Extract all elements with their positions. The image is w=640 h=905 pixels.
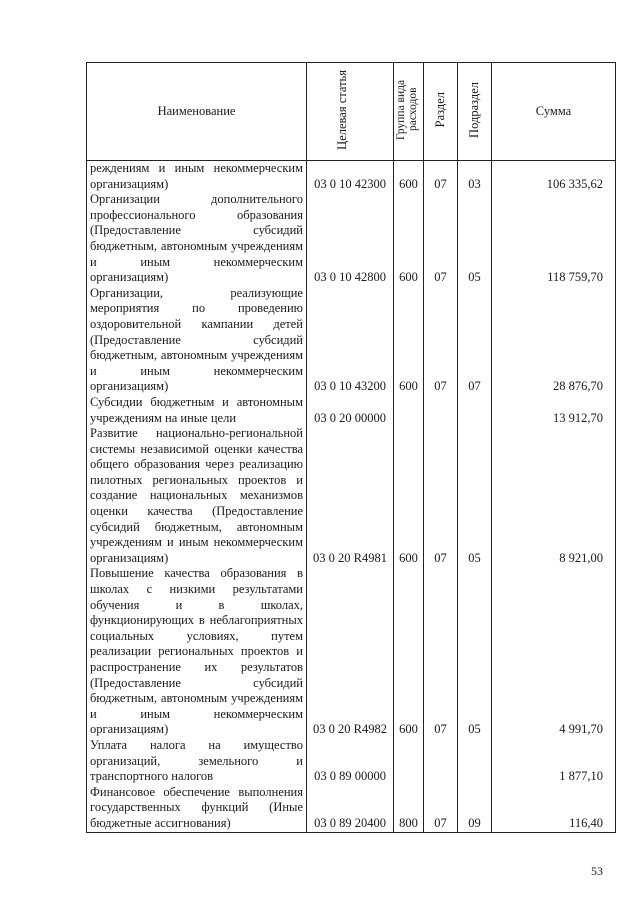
row-section bbox=[424, 738, 458, 785]
row-sum: 28 876,70 bbox=[492, 286, 616, 395]
row-target: 03 0 10 42300 bbox=[307, 161, 394, 193]
row-subsection bbox=[458, 738, 492, 785]
table-row bbox=[87, 286, 616, 395]
header-section: Раздел bbox=[424, 63, 458, 161]
row-name: Финансовое обеспечение выполнения государственных функций (Иные бюджетные ассигнования) bbox=[87, 785, 307, 832]
row-subsection: 05 bbox=[458, 192, 492, 286]
row-target: 03 0 20 00000 bbox=[307, 395, 394, 426]
row-target: 03 0 10 42800 bbox=[307, 192, 394, 286]
row-name: Повышение качества образования в школах с низкими результатами обучения и в школах, функционирующих в неблагоприятных социальных условиях, путем реализации региональных проектов и распространение их результатов (Предоставление субсидий бюджетным, автономным учреждениям и иным некоммерческим организациям) bbox=[87, 566, 307, 738]
row-sum: 118 759,70 bbox=[492, 192, 616, 286]
table-row bbox=[87, 395, 616, 426]
row-sum: 1 877,10 bbox=[492, 738, 616, 785]
row-target: 03 0 10 43200 bbox=[307, 286, 394, 395]
page-number: 53 bbox=[591, 864, 603, 878]
row-section: 07 bbox=[424, 286, 458, 395]
row-group: 600 bbox=[394, 286, 424, 395]
table-row bbox=[87, 566, 616, 738]
row-target: 03 0 20 R4981 bbox=[307, 426, 394, 566]
row-target: 03 0 89 00000 bbox=[307, 738, 394, 785]
row-name: Организации дополнительного профессионального образования (Предоставление субсидий бюджетным, автономным учреждениям и иным некоммерческим организациям) bbox=[87, 192, 307, 286]
header-subsection: Подраздел bbox=[458, 63, 492, 161]
row-name: реждениям и иным некоммерческим организациям) bbox=[87, 161, 307, 193]
row-subsection bbox=[458, 395, 492, 426]
row-sum: 4 991,70 bbox=[492, 566, 616, 738]
row-name: Развитие национально-региональной системы независимой оценки качества общего образования через реализацию пилотных региональных проектов и создание национальных механизмов оценки качества (Предоставление субсидий бюджетным, автономным учреждениям и иным некоммерческим организациям) bbox=[87, 426, 307, 566]
header-row bbox=[87, 63, 616, 161]
row-sum: 13 912,70 bbox=[492, 395, 616, 426]
row-section: 07 bbox=[424, 566, 458, 738]
row-name: Субсидии бюджетным и автономным учреждениям на иные цели bbox=[87, 395, 307, 426]
row-section: 07 bbox=[424, 426, 458, 566]
row-subsection: 05 bbox=[458, 566, 492, 738]
header-sum: Сумма bbox=[492, 63, 616, 161]
table-row bbox=[87, 426, 616, 566]
row-sum: 106 335,62 bbox=[492, 161, 616, 193]
row-sum: 116,40 bbox=[492, 785, 616, 832]
row-subsection: 05 bbox=[458, 426, 492, 566]
row-section: 07 bbox=[424, 785, 458, 832]
row-subsection: 07 bbox=[458, 286, 492, 395]
table-row bbox=[87, 192, 616, 286]
row-group: 600 bbox=[394, 161, 424, 193]
row-group bbox=[394, 395, 424, 426]
header-group: Группа вида расходов bbox=[394, 63, 424, 161]
table-row bbox=[87, 785, 616, 832]
row-group bbox=[394, 738, 424, 785]
row-subsection: 09 bbox=[458, 785, 492, 832]
row-subsection: 03 bbox=[458, 161, 492, 193]
header-target: Целевая статья bbox=[307, 63, 394, 161]
row-group: 600 bbox=[394, 192, 424, 286]
row-section: 07 bbox=[424, 192, 458, 286]
row-group: 600 bbox=[394, 566, 424, 738]
header-name: Наименование bbox=[87, 63, 307, 161]
row-target: 03 0 20 R4982 bbox=[307, 566, 394, 738]
row-name: Организации, реализующие мероприятия по проведению оздоровительной кампании детей (Предоставление субсидий бюджетным, автономным учреждениям и иным некоммерческим организациям) bbox=[87, 286, 307, 395]
row-group: 600 bbox=[394, 426, 424, 566]
row-target: 03 0 89 20400 bbox=[307, 785, 394, 832]
table-row bbox=[87, 738, 616, 785]
row-section: 07 bbox=[424, 161, 458, 193]
budget-table-page bbox=[86, 62, 615, 833]
budget-table bbox=[86, 62, 616, 833]
row-name: Уплата налога на имущество организаций, земельного и транспортного налогов bbox=[87, 738, 307, 785]
row-sum: 8 921,00 bbox=[492, 426, 616, 566]
row-section bbox=[424, 395, 458, 426]
table-row bbox=[87, 161, 616, 193]
row-group: 800 bbox=[394, 785, 424, 832]
